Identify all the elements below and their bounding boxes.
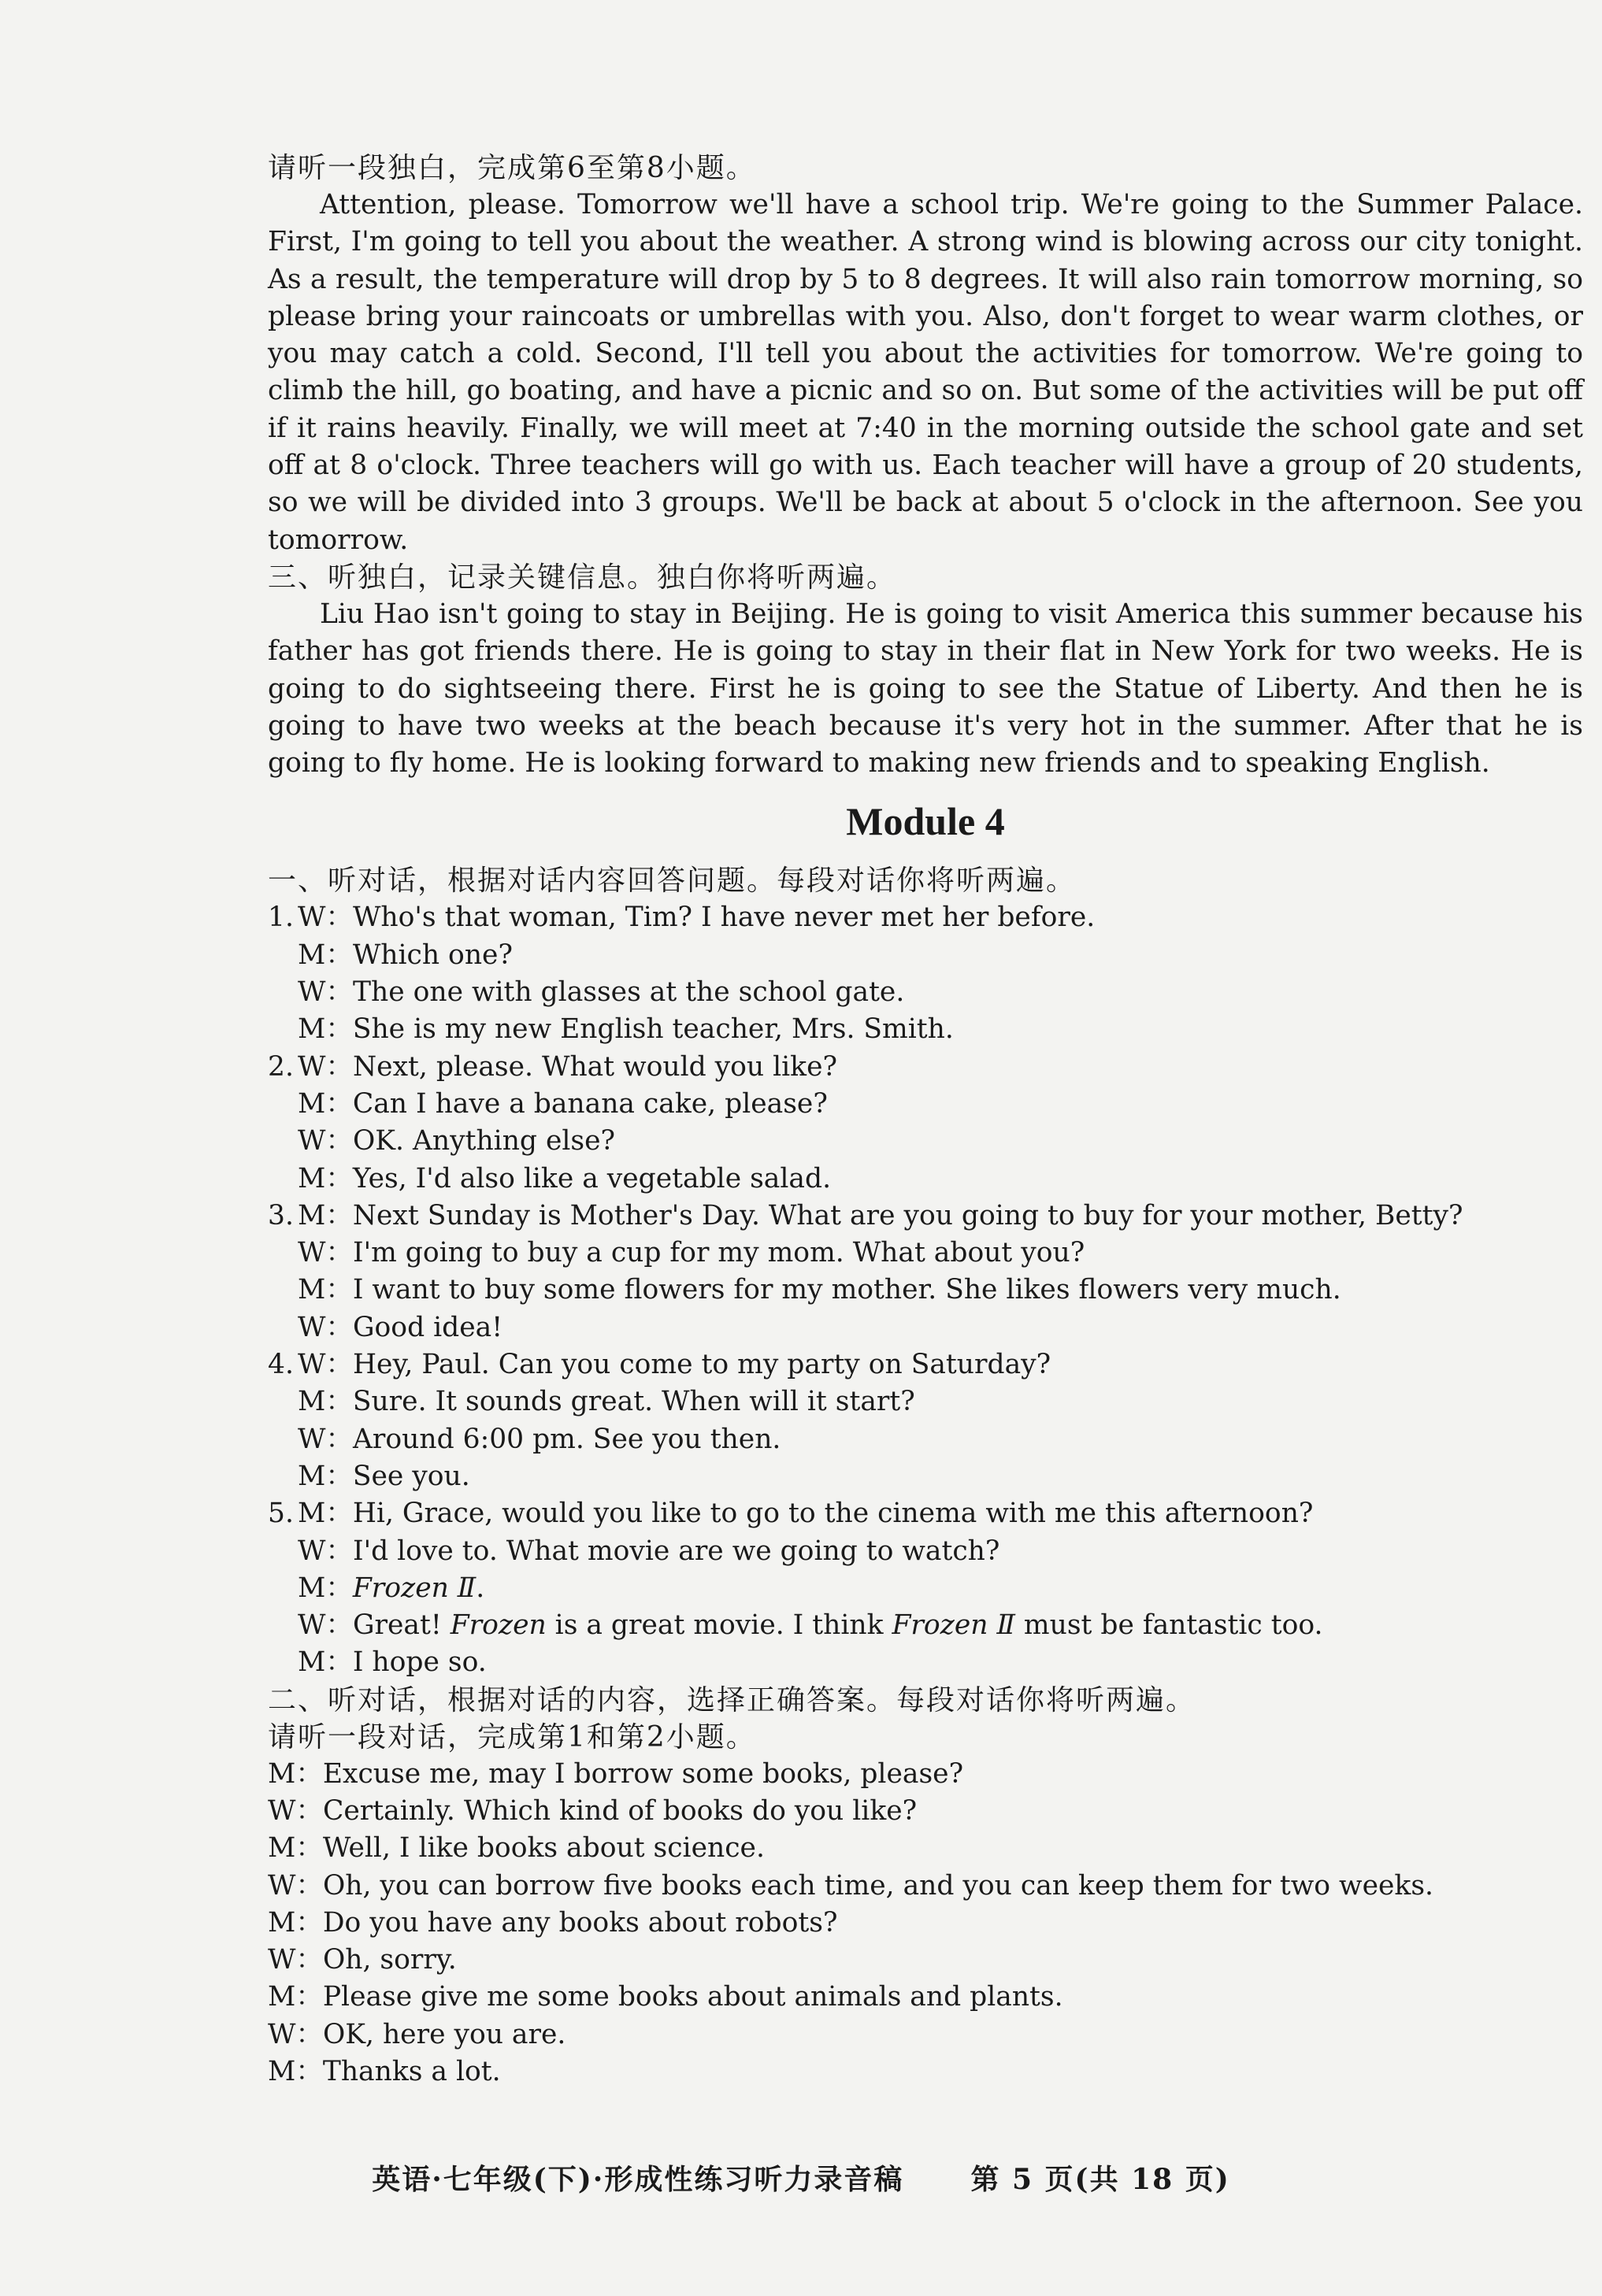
conversation-line <box>268 2016 1583 2053</box>
line-text: Which one? <box>352 939 513 971</box>
speaker: M： <box>268 1906 323 1939</box>
document-page <box>268 150 1583 2090</box>
speaker: M： <box>298 1199 353 1231</box>
dialogue-line <box>268 1309 1583 1346</box>
dialogue-number: 2. <box>268 1050 294 1083</box>
dialogue-line <box>268 1644 1583 1681</box>
speaker: M： <box>298 1162 353 1194</box>
section-instruction-6-8: 请听一段独白，完成第6至第8小题。 <box>268 152 756 184</box>
line-text: Hey, Paul. Can you come to my party on Saturday? <box>352 1349 1051 1381</box>
dialogue-line <box>268 1458 1583 1495</box>
line-text: Sure. It sounds great. When will it start? <box>352 1386 915 1418</box>
speaker: M： <box>298 1498 353 1530</box>
line-text: Yes, I'd also like a vegetable salad. <box>352 1162 832 1194</box>
speaker: M： <box>298 1646 353 1679</box>
line-text: The one with glasses at the school gate. <box>352 976 905 1009</box>
part-1-instruction: 一、听对话，根据对话内容回答问题。每段对话你将听两遍。 <box>268 865 1077 898</box>
speaker: M： <box>268 1832 323 1865</box>
line-text: I'd love to. What movie are we going to watch? <box>352 1535 1000 1567</box>
speaker: M： <box>298 1087 353 1120</box>
line-text: OK, here you are. <box>322 2018 566 2050</box>
conversation-line <box>268 2053 1583 2090</box>
movie-title: Frozen Ⅱ <box>892 1609 1015 1642</box>
conversation-line <box>268 1979 1583 2016</box>
line-text: OK. Anything else? <box>352 1125 616 1157</box>
movie-title: Frozen Ⅱ <box>352 1572 477 1604</box>
dialogue-line <box>268 1123 1583 1160</box>
dialogue-line <box>268 1198 1583 1235</box>
section-3-instruction: 三、听独白，记录关键信息。独白你将听两遍。 <box>268 561 897 594</box>
speaker: W： <box>298 1423 353 1455</box>
conversation-library <box>268 1756 1583 2091</box>
part-2-sub-instruction: 请听一段对话，完成第1和第2小题。 <box>268 1720 756 1753</box>
line-text: Thanks a lot. <box>322 2056 501 2088</box>
speaker: M： <box>298 1460 353 1492</box>
conversation-line <box>268 1868 1583 1905</box>
dialogue-line <box>268 899 1583 936</box>
dialogue-line <box>268 1570 1583 1607</box>
line-text: Who's that woman, Tim? I have never met her before. <box>352 902 1096 934</box>
part-2-instruction: 二、听对话，根据对话的内容，选择正确答案。每段对话你将听两遍。 <box>268 1683 1196 1716</box>
conversation-line <box>268 1905 1583 1942</box>
conversation-line <box>268 1830 1583 1867</box>
dialogue-line <box>268 1495 1583 1532</box>
line-text: I hope so. <box>352 1646 487 1679</box>
dialogue-line <box>268 1383 1583 1420</box>
line-text: must be fantastic too. <box>1014 1609 1323 1642</box>
dialogue-line <box>268 974 1583 1011</box>
speaker: M： <box>298 939 353 971</box>
line-text: I want to buy some flowers for my mother. She likes flowers very much. <box>352 1274 1341 1306</box>
movie-title: Frozen <box>450 1609 547 1642</box>
footer-subject: 英语·七年级(下)·形成性练习听力录音稿 <box>372 2163 904 2196</box>
dialogue-line <box>268 1607 1583 1644</box>
speaker: M： <box>268 1757 323 1790</box>
line-text: See you. <box>352 1460 470 1492</box>
dialogue-number: 3. <box>268 1199 294 1231</box>
conversation-line <box>268 1942 1583 1979</box>
speaker: M： <box>268 1981 323 2013</box>
dialogue-number: 1. <box>268 902 294 934</box>
line-text: I'm going to buy a cup for my mom. What about you? <box>352 1237 1085 1269</box>
monologue-liu-hao: Liu Hao isn't going to stay in Beijing. He is going to visit America this summer because his father has got friends there. He is going to stay in their flat in New York for two weeks. He is going to do sightseeing there. First he is going to see the Statue of Liberty. And then he is going to have two weeks at the beach because it's very hot in the summer. After that he is going to fly home. He is looking forward to making new friends and to speaking English. <box>268 598 1583 780</box>
dialogue-line <box>268 1086 1583 1123</box>
line-text: Well, I like books about science. <box>322 1832 765 1865</box>
speaker: M： <box>268 2056 323 2088</box>
speaker: W： <box>298 1125 353 1157</box>
footer-page-number: 第 5 页(共 18 页) <box>970 2163 1230 2196</box>
speaker: W： <box>298 1311 353 1343</box>
dialogue-line <box>268 1161 1583 1198</box>
speaker: M： <box>298 1274 353 1306</box>
speaker: W： <box>298 1050 353 1083</box>
speaker: W： <box>298 1535 353 1567</box>
speaker: W： <box>298 976 353 1009</box>
speaker: M： <box>298 1013 353 1046</box>
line-text: Hi, Grace, would you like to go to the cinema with me this afternoon? <box>352 1498 1314 1530</box>
dialogue-line <box>268 1346 1583 1383</box>
line-text: Next Sunday is Mother's Day. What are you going to buy for your mother, Betty? <box>352 1199 1463 1231</box>
speaker: W： <box>268 1869 323 1902</box>
speaker: W： <box>268 2018 323 2050</box>
conversation-line <box>268 1756 1583 1793</box>
speaker: W： <box>298 902 353 934</box>
line-text: Certainly. Which kind of books do you like? <box>322 1794 918 1827</box>
dialogue-number: 5. <box>268 1498 294 1530</box>
line-text: . <box>476 1572 485 1604</box>
line-text: Good idea! <box>352 1311 503 1343</box>
line-text: She is my new English teacher, Mrs. Smith. <box>352 1013 954 1046</box>
conversation-line <box>268 1793 1583 1830</box>
line-text: Oh, sorry. <box>322 1944 457 1976</box>
line-text: Oh, you can borrow five books each time, and you can keep them for two weeks. <box>322 1869 1433 1902</box>
monologue-school-trip: Attention, please. Tomorrow we'll have a school trip. We're going to the Summer Palace. First, I'm going to tell you about the weather. A strong wind is blowing across our city tonight. As a result, the temperature will drop by 5 to 8 degrees. It will also rain tomorrow morning, so please bring your raincoats or umbrellas with you. Also, don't forget to wear warm clothes, or you may catch a cold. Second, I'll tell you about the activities for tomorrow. We're going to climb the hill, go boating, and have a picnic and so on. But some of the activities will be put off if it rains heavily. Finally, we will meet at 7:40 in the morning outside the school gate and set off at 8 o'clock. Three teachers will go with us. Each teacher will have a group of 20 students, so we will be divided into 3 groups. We'll be back at about 5 o'clock in the afternoon. See you tomorrow. <box>268 189 1583 556</box>
line-text: Around 6:00 pm. See you then. <box>352 1423 781 1455</box>
dialogue-number: 4. <box>268 1349 294 1381</box>
speaker: W： <box>298 1237 353 1269</box>
dialogues-1-4 <box>268 899 1583 1681</box>
dialogue-line <box>268 1533 1583 1570</box>
speaker: M： <box>298 1572 353 1604</box>
line-text: Great! <box>352 1609 451 1642</box>
speaker: M： <box>298 1386 353 1418</box>
line-text: Excuse me, may I borrow some books, please? <box>322 1757 964 1790</box>
speaker: W： <box>268 1944 323 1976</box>
speaker: W： <box>268 1794 323 1827</box>
line-text: is a great movie. I think <box>546 1609 892 1642</box>
module-title: Module 4 <box>846 799 1005 844</box>
dialogue-line <box>268 1049 1583 1086</box>
line-text: Please give me some books about animals and plants. <box>322 1981 1063 2013</box>
dialogue-line <box>268 937 1583 974</box>
dialogue-line <box>268 1235 1583 1272</box>
dialogue-line <box>268 1421 1583 1458</box>
dialogue-line <box>268 1011 1583 1048</box>
speaker: W： <box>298 1609 353 1642</box>
dialogue-line <box>268 1272 1583 1309</box>
page-footer <box>0 2157 1602 2198</box>
line-text: Do you have any books about robots? <box>322 1906 838 1939</box>
line-text: Can I have a banana cake, please? <box>352 1087 828 1120</box>
speaker: W： <box>298 1349 353 1381</box>
line-text: Next, please. What would you like? <box>352 1050 838 1083</box>
